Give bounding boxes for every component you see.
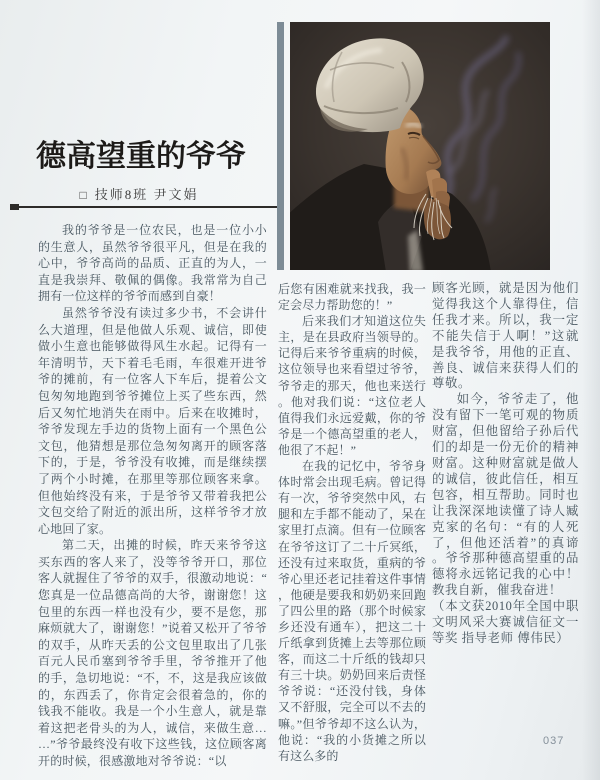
byline	[0, 184, 278, 203]
paragraph: 虽然爷爷没有读过多少书，不会讲什么大道理，但是他做人乐观、诚信，即使做小生意也能够做得风生水起。记得有一年清明节，天下着毛毛雨，车很难开进爷爷的摊前，有一位客人下车后，提着公文包匆匆地跑到爷爷摊位上买了些东西，然后又匆忙地消失在雨中。后来在收摊时，爷爷发现左手边的货物上面有一个黑色公文包，他猜想是那位急匆匆离开的顾客落下的，于是，爷爷没有收摊，而是继续摆了两个小时摊，在那里等那位顾客来拿。但他始终没有来，于是爷爷又带着我把公文包交给了附近的派出所，这样爷爷才放心地回了家。	[38, 305, 267, 536]
article-column-3	[432, 281, 579, 647]
paragraph: （本文获2010年全国中职文明风采大赛诚信征文一等奖 指导老师 傅伟民）	[432, 599, 579, 645]
paragraph: 如今，爷爷走了，他没有留下一笔可观的物质财富，但他留给子孙后代们的却是一份无价的精神财富。这种财富就是做人的诚信，彼此信任，相互包容，相互帮助。同时也让我深深地读懂了诗人臧克家的名句：“有的人死了，但他还活着”的真谛。爷爷那种德高望重的品德将永远铭记我的心中！教我自新，催我奋进！	[432, 392, 579, 598]
paragraph: 后您有困难就来找我，我一定会尽力帮助您的！”	[278, 282, 426, 313]
article-column-1	[38, 222, 267, 770]
paragraph: 顾客光顾，就是因为他们觉得我这个人靠得住，信任我才来。所以，我一定不能失信于人啊！”这就是我爷爷，用他的正直、善良、诚信来获得人们的尊敬。	[432, 281, 579, 391]
grandfather-portrait-image	[290, 22, 550, 270]
paragraph: 在我的记忆中，爷爷身体时常会出现毛病。曾记得有一次，爷爷突然中风，右腿和左手都不能动了，呆在家里打点滴。但有一位顾客在爷爷这订了二十斤冥纸，还没有过来取货，重病的爷爷心里还老记挂着这件事情，他硬是要我和奶奶来回跑了四公里的路（那个时候家乡还没有通车），把这二十斤纸拿到货摊上去等那位顾客，而这二十斤纸的钱却只有三十块。奶奶回来后责怪爷爷说：“还没付钱，身体又不舒服，完全可以不去的嘛。”但爷爷却不这么认为，他说：“我的小货摊之所以有这么多的	[278, 459, 426, 763]
paragraph: 第二天，出摊的时候，昨天来爷爷这买东西的客人来了，没等爷爷开口，那位客人就握住了爷爷的双手，很激动地说：“您真是一位品德高尚的大爷，谢谢您！这包里的东西一样也没有少，要不是您，那麻烦就大了，谢谢您！”说着又松开了爷爷的双手，从昨天丢的公文包里取出了几张百元人民币塞到爷爷手里，爷爷推开了他的手，急切地说：“不，不，这是我应该做的，东西丢了，你肯定会很着急的，你的钱我不能收。我是一个小生意人，就是靠着这把老骨头的为人，诚信，来做生意……”爷爷最终没有收下这些钱，这位顾客离开的时候，很感激地对爷爷说：“以	[38, 538, 267, 768]
image-divider-bar	[277, 22, 284, 270]
page-number: 037	[543, 735, 565, 747]
page-title: 德高望重的爷爷	[36, 140, 246, 173]
byline-author: 技师8班 尹文娟	[94, 187, 199, 202]
paragraph: 后来我们才知道这位失主，是在县政府当领导的。记得后来爷爷重病的时候，这位领导也来看望过爷爷，爷爷走的那天，他也来送行。他对我们说：“这位老人值得我们永远爱戴，你的爷爷是一个德高望重的老人，他很了不起！”	[278, 314, 426, 457]
byline-square-marker: □	[79, 188, 87, 202]
paragraph: 我的爷爷是一位农民，也是一位小小的生意人，虽然爷爷很平凡，但是在我的心中，爷爷高尚的品质、正直的为人，一直是我崇拜、敬佩的偶像。我常常为自己拥有一位这样的爷爷而感到自豪！	[38, 223, 267, 304]
title-divider-rule	[10, 206, 277, 208]
article-column-2	[278, 281, 426, 764]
